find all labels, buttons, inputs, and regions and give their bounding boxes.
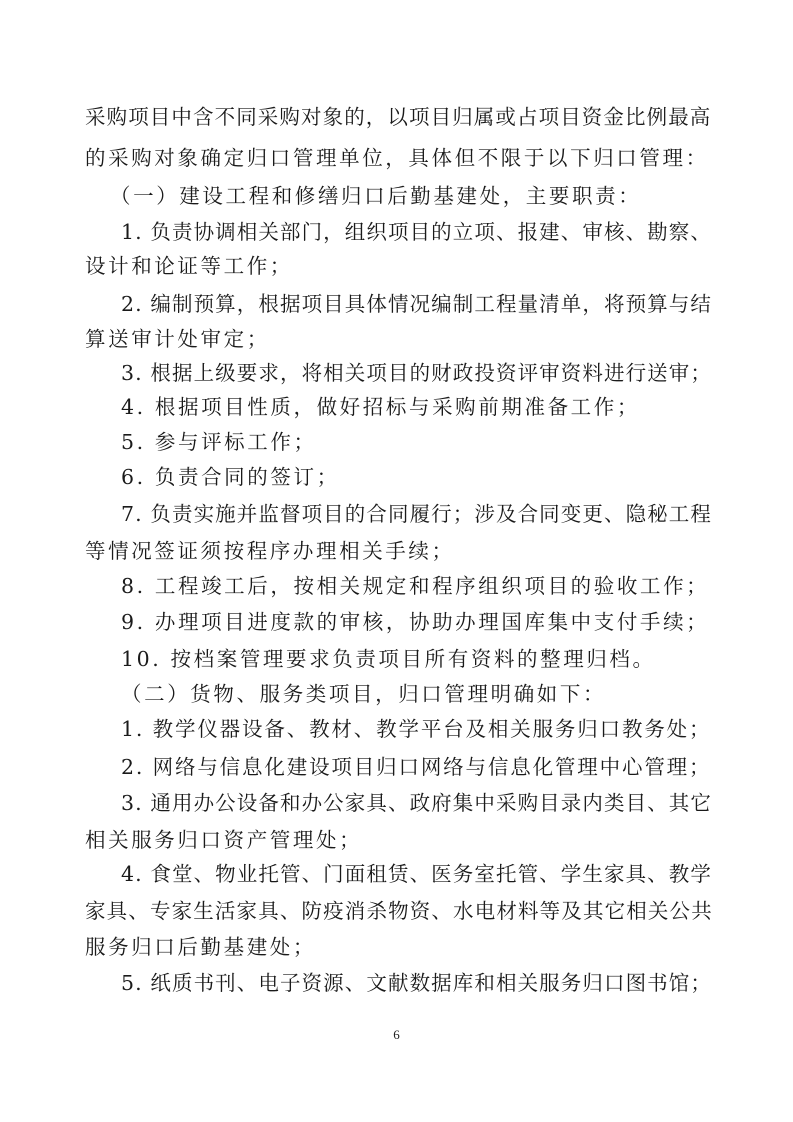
text-line: 家具、专家生活家具、防疫消杀物资、水电材料等及其它相关公共 bbox=[85, 899, 713, 923]
text-line: 等情况签证须按程序办理相关手续； bbox=[85, 539, 455, 563]
text-line: 的采购对象确定归口管理单位，具体但不限于以下归口管理： bbox=[85, 146, 709, 170]
list-item: 10. 按档案管理要求负责项目所有资料的整理归档。 bbox=[121, 647, 656, 671]
text-line: 相关服务归口资产管理处； bbox=[85, 828, 363, 852]
list-item: 8. 工程竣工后，按相关规定和程序组织项目的验收工作； bbox=[121, 574, 710, 598]
list-item: 2. 网络与信息化建设项目归口网络与信息化管理中心管理； bbox=[121, 755, 712, 779]
list-item: 4. 食堂、物业托管、门面租赁、医务室托管、学生家具、教学 bbox=[121, 862, 712, 886]
list-item: 4. 根据项目性质，做好招标与采购前期准备工作； bbox=[121, 395, 640, 419]
list-item: 5. 纸质书刊、电子资源、文献数据库和相关服务归口图书馆； bbox=[121, 971, 712, 995]
list-item: 1. 教学仪器设备、教材、教学平台及相关服务归口教务处； bbox=[121, 717, 712, 741]
text-line: 算送审计处审定； bbox=[85, 327, 270, 351]
list-item: 1. 负责协调相关部门，组织项目的立项、报建、审核、勘察、 bbox=[121, 220, 712, 244]
list-item: 3. 根据上级要求，将相关项目的财政投资评审资料进行送审； bbox=[121, 361, 712, 385]
list-item: 2. 编制预算，根据项目具体情况编制工程量清单，将预算与结 bbox=[121, 292, 712, 316]
list-item: 3. 通用办公设备和办公家具、政府集中采购目录内类目、其它 bbox=[121, 791, 712, 815]
list-item: 7. 负责实施并监督项目的合同履行；涉及合同变更、隐秘工程 bbox=[121, 502, 712, 526]
text-line: 设计和论证等工作； bbox=[85, 254, 293, 278]
section-heading: （一）建设工程和修缮归口后勤基建处，主要职责： bbox=[110, 184, 642, 208]
text-line: 服务归口后勤基建处； bbox=[85, 935, 316, 959]
text-line: 采购项目中含不同采购对象的，以项目归属或占项目资金比例最高 bbox=[85, 105, 712, 129]
section-heading: （二）货物、服务类项目，归口管理明确如下： bbox=[121, 682, 607, 706]
list-item: 5. 参与评标工作； bbox=[121, 430, 317, 454]
list-item: 9. 办理项目进度款的审核，协助办理国库集中支付手续； bbox=[121, 610, 710, 634]
page-number: 6 bbox=[393, 1027, 400, 1042]
list-item: 6. 负责合同的签订； bbox=[121, 465, 340, 489]
